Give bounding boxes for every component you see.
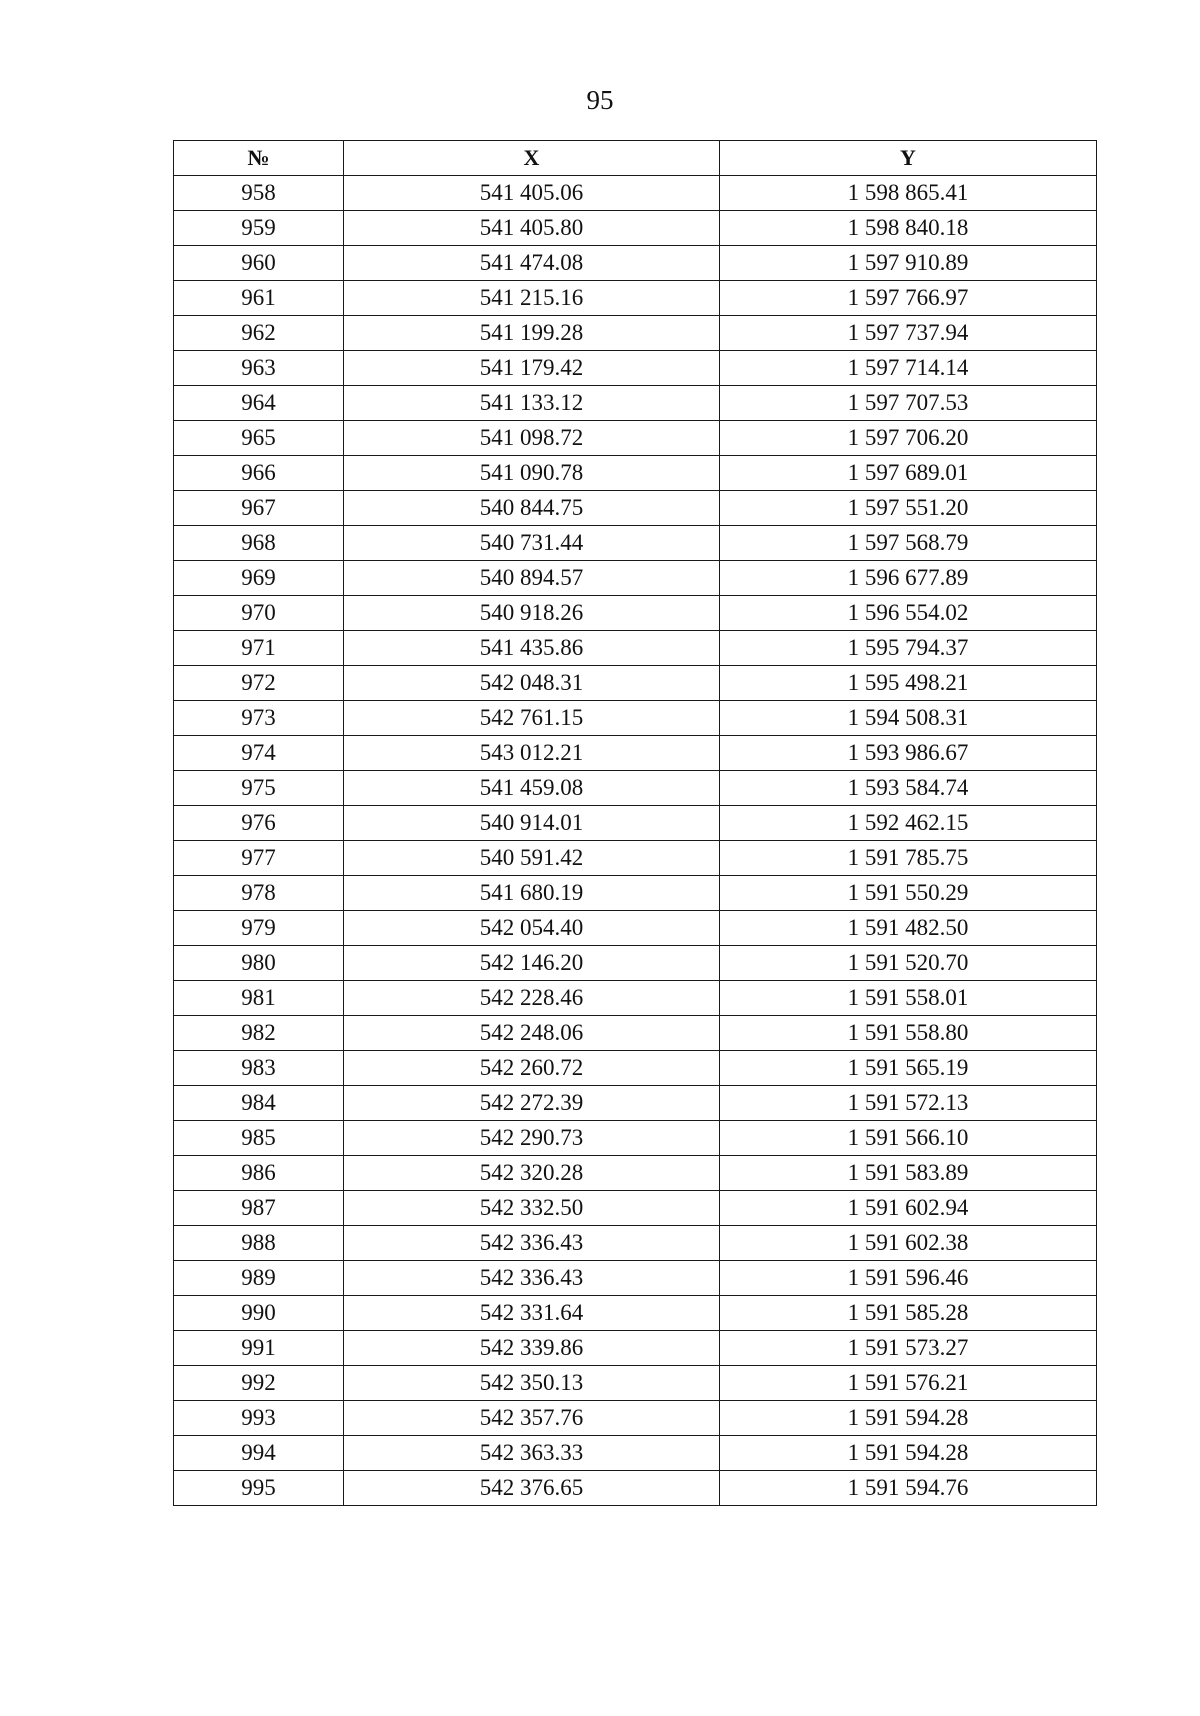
cell-y: 1 593 986.67	[720, 736, 1097, 771]
table-row	[174, 316, 1097, 351]
cell-y: 1 597 707.53	[720, 386, 1097, 421]
cell-y: 1 597 689.01	[720, 456, 1097, 491]
cell-x: 543 012.21	[344, 736, 720, 771]
coordinates-table	[173, 140, 1097, 1506]
cell-x: 540 731.44	[344, 526, 720, 561]
cell-x: 542 350.13	[344, 1366, 720, 1401]
cell-number: 965	[174, 421, 344, 456]
cell-number: 969	[174, 561, 344, 596]
cell-x: 540 918.26	[344, 596, 720, 631]
table-row	[174, 1471, 1097, 1506]
table-row	[174, 456, 1097, 491]
cell-x: 541 098.72	[344, 421, 720, 456]
cell-number: 988	[174, 1226, 344, 1261]
cell-x: 542 320.28	[344, 1156, 720, 1191]
table-row	[174, 386, 1097, 421]
cell-x: 542 228.46	[344, 981, 720, 1016]
cell-y: 1 591 596.46	[720, 1261, 1097, 1296]
cell-y: 1 593 584.74	[720, 771, 1097, 806]
cell-x: 541 459.08	[344, 771, 720, 806]
cell-x: 541 435.86	[344, 631, 720, 666]
cell-x: 542 260.72	[344, 1051, 720, 1086]
table-row	[174, 1401, 1097, 1436]
cell-x: 541 474.08	[344, 246, 720, 281]
cell-y: 1 596 677.89	[720, 561, 1097, 596]
table-row	[174, 981, 1097, 1016]
cell-number: 990	[174, 1296, 344, 1331]
cell-number: 989	[174, 1261, 344, 1296]
cell-x: 540 844.75	[344, 491, 720, 526]
cell-y: 1 597 568.79	[720, 526, 1097, 561]
table-row	[174, 1086, 1097, 1121]
table-row	[174, 806, 1097, 841]
cell-y: 1 591 602.94	[720, 1191, 1097, 1226]
cell-y: 1 596 554.02	[720, 596, 1097, 631]
cell-x: 540 591.42	[344, 841, 720, 876]
cell-x: 542 331.64	[344, 1296, 720, 1331]
cell-y: 1 598 865.41	[720, 176, 1097, 211]
cell-number: 984	[174, 1086, 344, 1121]
cell-y: 1 591 482.50	[720, 911, 1097, 946]
cell-y: 1 591 594.76	[720, 1471, 1097, 1506]
cell-x: 542 761.15	[344, 701, 720, 736]
table-row	[174, 1296, 1097, 1331]
table-row	[174, 911, 1097, 946]
cell-y: 1 595 498.21	[720, 666, 1097, 701]
cell-x: 541 090.78	[344, 456, 720, 491]
table-row	[174, 1436, 1097, 1471]
cell-y: 1 597 551.20	[720, 491, 1097, 526]
cell-number: 980	[174, 946, 344, 981]
cell-y: 1 594 508.31	[720, 701, 1097, 736]
cell-number: 964	[174, 386, 344, 421]
cell-number: 974	[174, 736, 344, 771]
cell-number: 994	[174, 1436, 344, 1471]
table-row	[174, 246, 1097, 281]
cell-x: 541 199.28	[344, 316, 720, 351]
cell-x: 542 054.40	[344, 911, 720, 946]
cell-y: 1 598 840.18	[720, 211, 1097, 246]
table-row	[174, 1016, 1097, 1051]
table-row	[174, 701, 1097, 736]
cell-y: 1 591 550.29	[720, 876, 1097, 911]
table-row	[174, 176, 1097, 211]
cell-number: 978	[174, 876, 344, 911]
table-row	[174, 631, 1097, 666]
table-row	[174, 351, 1097, 386]
table-row	[174, 666, 1097, 701]
cell-y: 1 595 794.37	[720, 631, 1097, 666]
table-row	[174, 1226, 1097, 1261]
cell-number: 981	[174, 981, 344, 1016]
cell-x: 541 133.12	[344, 386, 720, 421]
cell-number: 958	[174, 176, 344, 211]
cell-number: 992	[174, 1366, 344, 1401]
cell-y: 1 591 565.19	[720, 1051, 1097, 1086]
table-row	[174, 1261, 1097, 1296]
cell-number: 967	[174, 491, 344, 526]
table-row	[174, 596, 1097, 631]
table-row	[174, 876, 1097, 911]
cell-number: 960	[174, 246, 344, 281]
cell-number: 995	[174, 1471, 344, 1506]
cell-y: 1 592 462.15	[720, 806, 1097, 841]
cell-number: 970	[174, 596, 344, 631]
cell-number: 993	[174, 1401, 344, 1436]
table-body	[174, 176, 1097, 1506]
cell-x: 540 894.57	[344, 561, 720, 596]
cell-x: 542 248.06	[344, 1016, 720, 1051]
cell-number: 991	[174, 1331, 344, 1366]
header-x: X	[344, 141, 720, 176]
cell-number: 963	[174, 351, 344, 386]
cell-x: 542 363.33	[344, 1436, 720, 1471]
cell-x: 542 048.31	[344, 666, 720, 701]
cell-x: 542 376.65	[344, 1471, 720, 1506]
header-number: №	[174, 141, 344, 176]
cell-y: 1 591 558.80	[720, 1016, 1097, 1051]
cell-y: 1 591 566.10	[720, 1121, 1097, 1156]
table-row	[174, 281, 1097, 316]
cell-y: 1 591 520.70	[720, 946, 1097, 981]
cell-y: 1 591 572.13	[720, 1086, 1097, 1121]
cell-y: 1 591 573.27	[720, 1331, 1097, 1366]
cell-y: 1 591 785.75	[720, 841, 1097, 876]
table-row	[174, 421, 1097, 456]
cell-y: 1 591 594.28	[720, 1436, 1097, 1471]
table-row	[174, 1156, 1097, 1191]
table-row	[174, 1331, 1097, 1366]
table-row	[174, 841, 1097, 876]
cell-number: 966	[174, 456, 344, 491]
cell-y: 1 591 558.01	[720, 981, 1097, 1016]
cell-number: 968	[174, 526, 344, 561]
table-row	[174, 211, 1097, 246]
cell-x: 541 179.42	[344, 351, 720, 386]
table-row	[174, 1051, 1097, 1086]
cell-number: 987	[174, 1191, 344, 1226]
cell-y: 1 597 714.14	[720, 351, 1097, 386]
cell-y: 1 591 585.28	[720, 1296, 1097, 1331]
table-row	[174, 946, 1097, 981]
cell-x: 542 290.73	[344, 1121, 720, 1156]
table-row	[174, 1121, 1097, 1156]
table-row	[174, 561, 1097, 596]
cell-y: 1 591 594.28	[720, 1401, 1097, 1436]
cell-number: 986	[174, 1156, 344, 1191]
cell-y: 1 597 766.97	[720, 281, 1097, 316]
cell-number: 982	[174, 1016, 344, 1051]
table-header-row	[174, 141, 1097, 176]
header-y: Y	[720, 141, 1097, 176]
cell-y: 1 597 706.20	[720, 421, 1097, 456]
cell-x: 542 332.50	[344, 1191, 720, 1226]
cell-number: 979	[174, 911, 344, 946]
cell-x: 542 272.39	[344, 1086, 720, 1121]
cell-x: 541 405.80	[344, 211, 720, 246]
cell-x: 541 215.16	[344, 281, 720, 316]
cell-y: 1 591 576.21	[720, 1366, 1097, 1401]
table-row	[174, 491, 1097, 526]
cell-y: 1 597 737.94	[720, 316, 1097, 351]
cell-x: 541 405.06	[344, 176, 720, 211]
cell-number: 977	[174, 841, 344, 876]
table-row	[174, 736, 1097, 771]
cell-y: 1 591 583.89	[720, 1156, 1097, 1191]
cell-y: 1 591 602.38	[720, 1226, 1097, 1261]
table-row	[174, 526, 1097, 561]
cell-number: 983	[174, 1051, 344, 1086]
page-number: 95	[586, 85, 614, 115]
cell-number: 973	[174, 701, 344, 736]
cell-x: 541 680.19	[344, 876, 720, 911]
cell-number: 971	[174, 631, 344, 666]
cell-number: 959	[174, 211, 344, 246]
cell-number: 985	[174, 1121, 344, 1156]
cell-number: 961	[174, 281, 344, 316]
cell-x: 542 357.76	[344, 1401, 720, 1436]
cell-x: 542 146.20	[344, 946, 720, 981]
table-row	[174, 1366, 1097, 1401]
cell-number: 972	[174, 666, 344, 701]
table-row	[174, 771, 1097, 806]
cell-x: 540 914.01	[344, 806, 720, 841]
cell-number: 975	[174, 771, 344, 806]
cell-number: 962	[174, 316, 344, 351]
cell-number: 976	[174, 806, 344, 841]
table-row	[174, 1191, 1097, 1226]
cell-y: 1 597 910.89	[720, 246, 1097, 281]
cell-x: 542 336.43	[344, 1226, 720, 1261]
cell-x: 542 336.43	[344, 1261, 720, 1296]
cell-x: 542 339.86	[344, 1331, 720, 1366]
